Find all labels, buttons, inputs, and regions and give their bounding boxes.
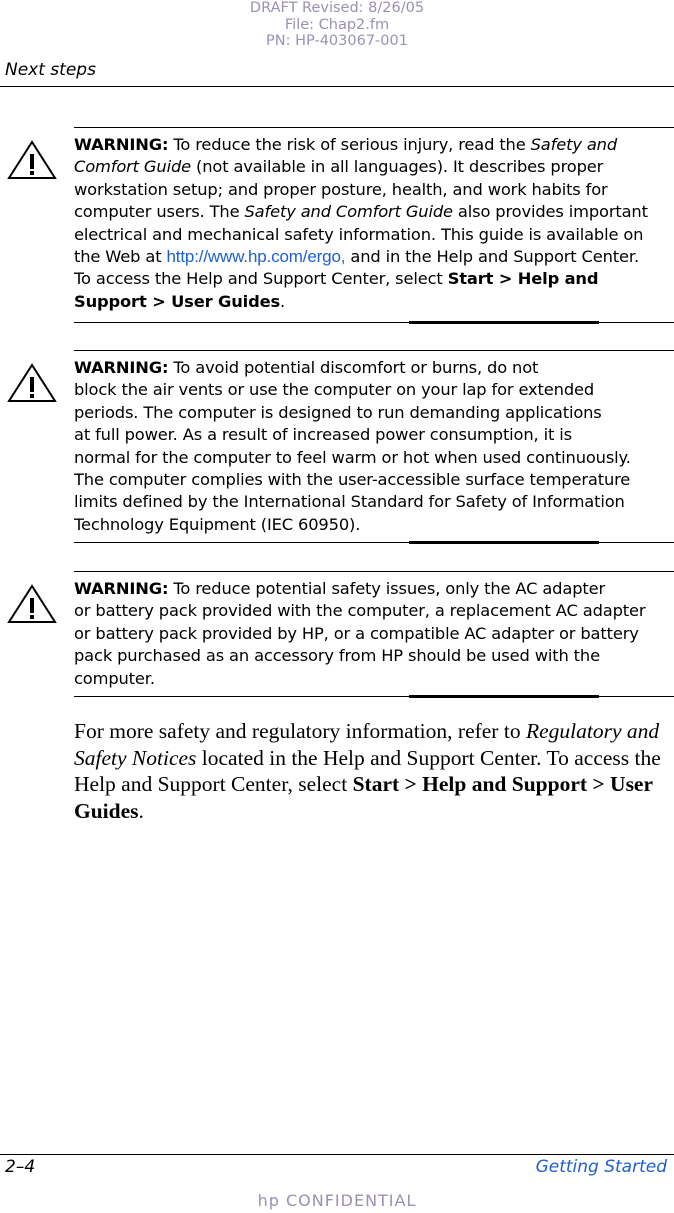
warning-triangle-icon: [7, 363, 57, 403]
warning-rule-bottom: [74, 322, 674, 323]
draft-pn: PN: HP-403067-001: [266, 33, 408, 49]
page-number: 2–4: [5, 1157, 36, 1177]
warning-label: WARNING:: [74, 579, 169, 598]
warning-text: WARNING: To avoid potential discomfort or burns, do not block the air vents or use the computer on your lap for extended periods. The computer is designed to run demanding applications at full power. As a result of increased power consumption, it is normal for the computer to feel warm or hot when used continuously. The computer complies with the user-accessible surface temperature limits defined by the International Standard for Safety of Information Technology Equipment (IEC 60950).: [74, 358, 631, 534]
warning-triangle-icon: [7, 140, 57, 180]
book-title: Getting Started: [535, 1157, 667, 1177]
warning-rule-bottom: [74, 542, 674, 543]
ergo-link[interactable]: http://www.hp.com/ergo,: [166, 247, 346, 267]
warning-rule-bottom: [74, 696, 674, 697]
running-head: Next steps: [5, 60, 96, 80]
draft-revised: DRAFT Revised: 8/26/05: [249, 0, 425, 16]
warning-text: WARNING: To reduce potential safety issues, only the AC adapter or battery pack provided with the computer, a replacement AC adapter or battery pack provided by HP, or a compatible AC adapter or battery pack purchased as an accessory from HP should be used with the computer.: [74, 579, 646, 688]
footer-rule: [0, 1154, 674, 1155]
guide-title: Safety and Comfort Guide: [74, 135, 618, 177]
menu-path: Start > Help and Support > User Guides: [74, 772, 653, 823]
warning-triangle-icon: [7, 584, 57, 624]
confidential-stamp: hp CONFIDENTIAL: [257, 1191, 417, 1210]
warning-rule-top: [74, 571, 674, 572]
draft-stamp: [0, 0, 674, 50]
draft-file: File: Chap2.fm: [284, 16, 390, 33]
warning-label: WARNING:: [74, 358, 169, 377]
body-paragraph: For more safety and regulatory information, refer to Regulatory and Safety Notices located in the Help and Support Center. To access the Help and Support Center, select Start > Help and Support > User Guides.: [74, 719, 661, 823]
header-rule: [0, 86, 674, 87]
warning-rule-top: [74, 127, 674, 128]
warning-text: WARNING: To reduce the risk of serious injury, read the Safety and Comfort Guide (not available in all languages). It describes proper workstation setup; and proper posture, health, and work habits for computer users. The Safety and Comfort Guide also provides important electrical and mechanical safety information. This guide is available on the Web at http://www.hp.com/ergo, and in the Help and Support Center. To access the Help and Support Center, select Start > Help and Support > User Guides.: [74, 135, 648, 311]
guide-title: Safety and Comfort Guide: [244, 202, 453, 222]
notices-title: Regulatory and Safety Notices: [74, 719, 660, 770]
warning-label: WARNING:: [74, 135, 169, 154]
warning-rule-top: [74, 350, 674, 351]
menu-path: Start > Help and Support > User Guides: [74, 269, 599, 311]
